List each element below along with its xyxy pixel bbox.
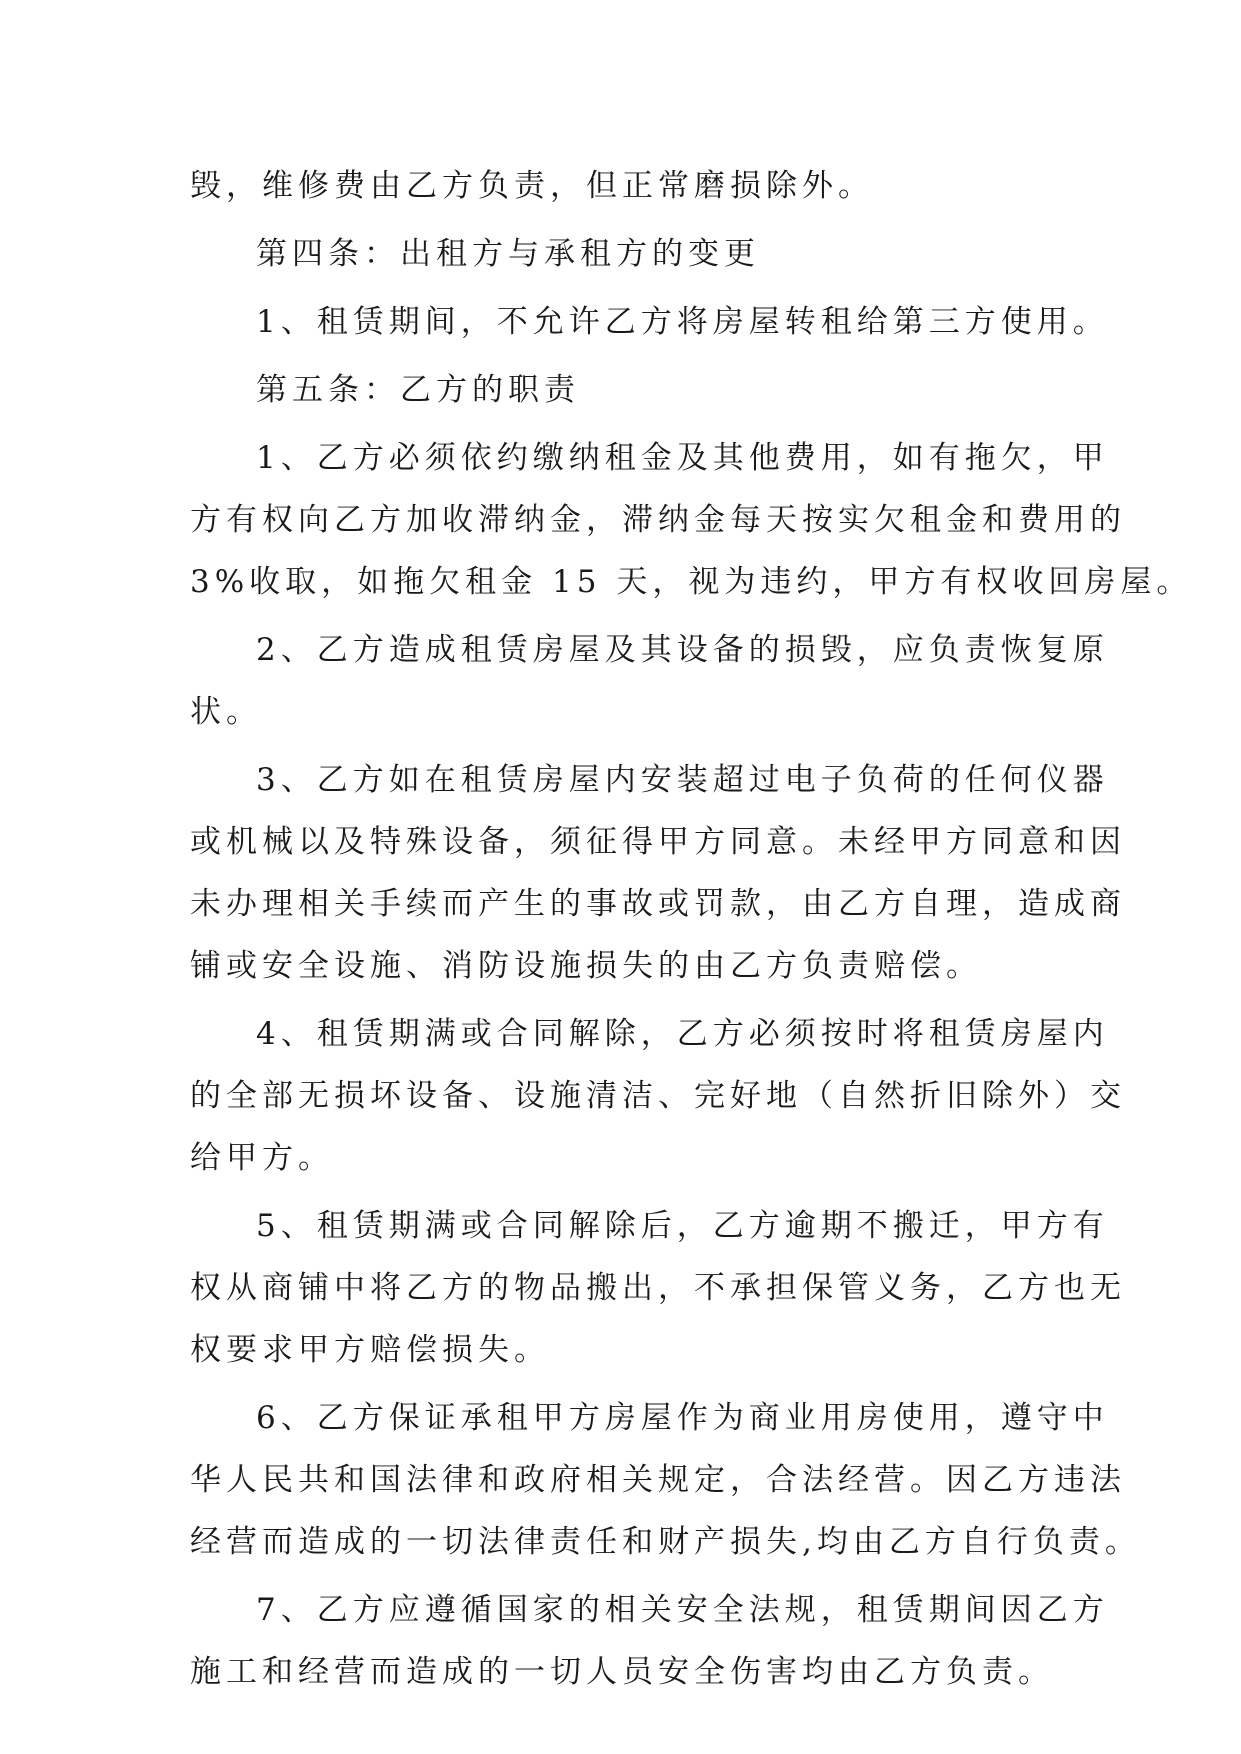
text-line: 经营而造成的一切法律责任和财产损失,均由乙方自行负责。: [190, 1524, 1141, 1560]
text-line: 第五条：乙方的职责: [256, 372, 580, 408]
text-line: 权从商铺中将乙方的物品搬出，不承担保管义务，乙方也无: [190, 1270, 1126, 1306]
text-line: 5、租赁期满或合同解除后，乙方逾期不搬迁，甲方有: [256, 1208, 1109, 1244]
section-heading-article-4: [190, 223, 1070, 285]
text-line: 第四条：出租方与承租方的变更: [256, 236, 760, 272]
text-line: 状。: [190, 694, 262, 730]
text-line: 的全部无损坏设备、设施清洁、完好地（自然折旧除外）交: [190, 1078, 1126, 1114]
text-line: 2、乙方造成租赁房屋及其设备的损毁，应负责恢复原: [256, 632, 1109, 668]
document-body: [190, 155, 1193, 1703]
text-line: 未办理相关手续而产生的事故或罚款，由乙方自理，造成商: [190, 886, 1126, 922]
paragraph: [190, 155, 1070, 217]
text-line: 或机械以及特殊设备，须征得甲方同意。未经甲方同意和因: [190, 824, 1126, 860]
paragraph: [190, 1003, 1126, 1189]
text-line: 毁，维修费由乙方负责，但正常磨损除外。: [190, 168, 874, 204]
paragraph: [190, 427, 1193, 613]
text-line: 华人民共和国法律和政府相关规定，合法经营。因乙方违法: [190, 1462, 1126, 1498]
paragraph: [190, 1195, 1126, 1381]
text-line: 1、乙方必须依约缴纳租金及其他费用，如有拖欠，甲: [256, 440, 1109, 476]
text-line: 7、乙方应遵循国家的相关安全法规，租赁期间因乙方: [256, 1592, 1109, 1628]
text-line: 方有权向乙方加收滞纳金，滞纳金每天按实欠租金和费用的: [190, 502, 1126, 538]
section-heading-article-5: [190, 359, 1070, 421]
text-line: 3、乙方如在租赁房屋内安装超过电子负荷的任何仪器: [256, 762, 1109, 798]
text-line: 1、租赁期间，不允许乙方将房屋转租给第三方使用。: [256, 304, 1109, 340]
paragraph: [190, 1579, 1109, 1703]
text-line: 3%收取，如拖欠租金 15 天，视为违约，甲方有权收回房屋。: [190, 564, 1193, 600]
text-line: 给甲方。: [190, 1140, 334, 1176]
paragraph: [190, 291, 1109, 353]
text-line: 6、乙方保证承租甲方房屋作为商业用房使用，遵守中: [256, 1400, 1109, 1436]
paragraph: [190, 619, 1109, 743]
paragraph: [190, 749, 1126, 997]
text-line: 4、租赁期满或合同解除，乙方必须按时将租赁房屋内: [256, 1016, 1109, 1052]
text-line: 权要求甲方赔偿损失。: [190, 1332, 550, 1368]
text-line: 铺或安全设施、消防设施损失的由乙方负责赔偿。: [190, 948, 982, 984]
text-line: 施工和经营而造成的一切人员安全伤害均由乙方负责。: [190, 1654, 1054, 1690]
paragraph: [190, 1387, 1141, 1573]
